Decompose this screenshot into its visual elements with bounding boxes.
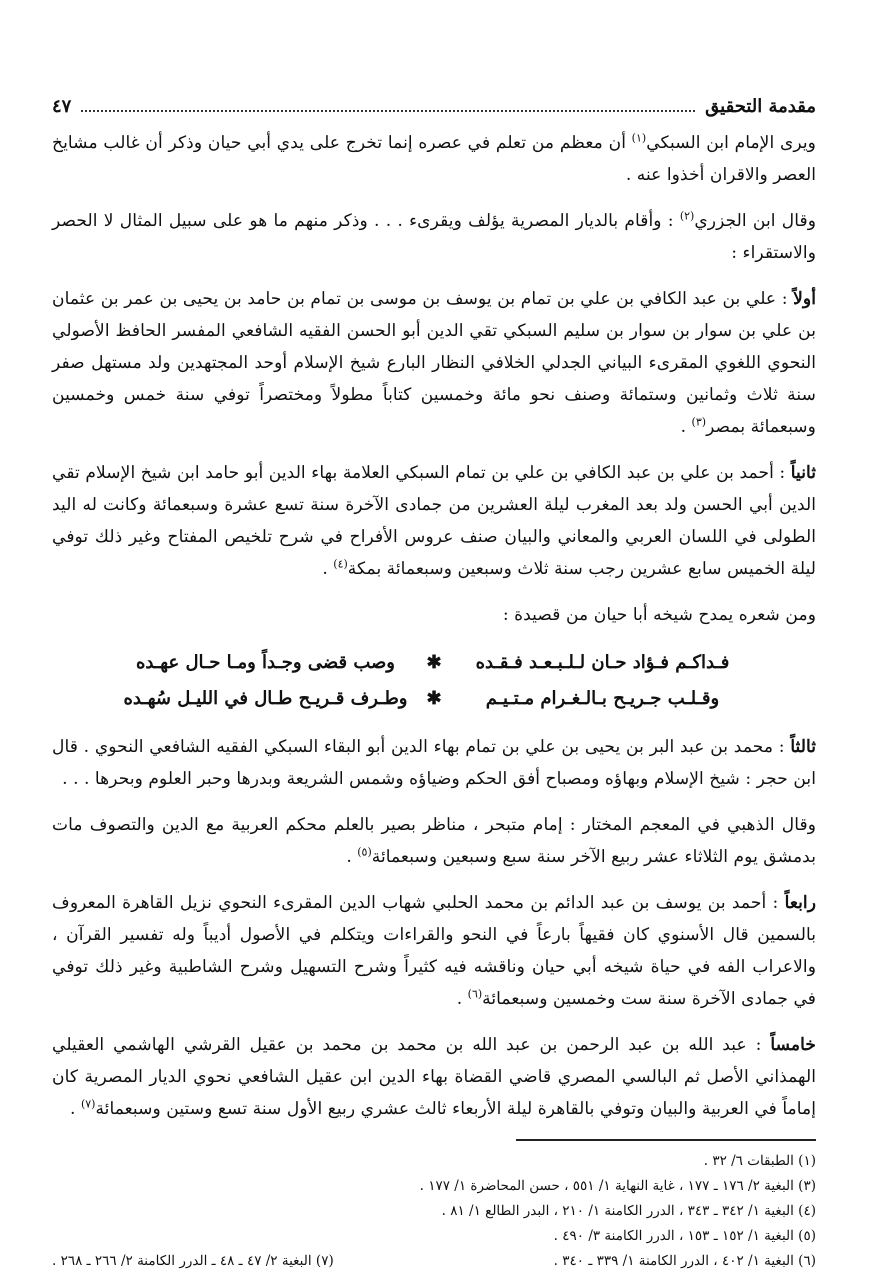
paragraph-3: أولاً : علي بن عبد الكافي بن علي بن تمام بن يوسف بن موسى بن تمام بن حامد بن يحيى بن عمر بن عثمان بن علي بن سوار بن سوار بن سليم السبكي تقي الدين أبو الحسن الفقيه الشافعي المفسر الحافظ الأصولي النحوي اللغوي المقرىء البياني الجدلي الخلافي النظار البارع شيخ الإسلام أوحد المجتهدين ولد مستهل صفر سنة ثلاث وثمانين وستمائة وصنف نحو مائة وخمسين كتاباً مطولاً ومختصراً توفي سنة خمس وخمسين وسبعمائة بمصر$^{(٣)}$ . [52,289,816,437]
verse-first-hemistich: فـداكـم فـؤاد حـان لـلـبـعـد فـقـده [475,652,730,673]
paragraph-8: رابعاً : أحمد بن يوسف بن عبد الدائم بن محمد الحلبي شهاب الدين المقرىء النحوي نزيل القاهرة المعروف بالسمين قال الأسنوي كان فقيهاً بارعاً في النحو والقراءات ويتكلم في الأصول أديباً وله تفسير القرآن ، والاعراب الفه في حياة شيخه أبي حيان وناقشه فيه كثيراً وشرح التسهيل وشرح الشاطبية وغير ذلك توفي في جمادى الآخرة سنة ست وخمسين وسبعمائة$^{(٦)}$ . [52,893,816,1009]
footnote-item: (١) الطبقات ٦/ ٣٢ . [703,1153,816,1169]
paragraph-6: ثالثاً : محمد بن عبد البر بن يحيى بن علي بن تمام بهاء الدين أبو البقاء السبكي الفقيه الشافعي النحوي . قال ابن حجر : شيخ الإسلام وبهاؤه ومصباح أفق الحكم وضياؤه وشمس الشريعة وبدرها وحبر العلوم وبحرها . . . [52,737,816,789]
poem-verses [112,645,756,717]
paragraph-2: وقال ابن الجزري$^{(٢)}$ : وأقام بالديار المصرية يؤلف ويقرىء . . . وذكر منهم ما هو على سبيل المثال لا الحصر والاستقراء : [52,209,817,263]
star-separator-icon: ✱ [426,652,442,673]
footnote-item: (٧) البغية ٢/ ٤٧ ـ ٤٨ ـ الدرر الكامنة ٢/ ٢٦٦ ـ ٢٦٨ . [52,1253,334,1269]
footnote-item: (٤) البغية ١/ ٣٤٢ ـ ٣٤٣ ، الدرر الكامنة ١/ ٢١٠ ، البدر الطالع ١/ ٨١ . [441,1203,816,1219]
paragraph-7: وقال الذهبي في المعجم المختار : إمام متبحر ، مناظر بصير بالعلم محكم العربية مع الدين والتصوف مات بدمشق يوم الثلاثاء عشر ربيع الآخر سنة سبع وسبعين وسبعمائة$^{(٥)}$ . [52,815,816,867]
footnotes [52,1149,816,1274]
page-header [52,96,816,117]
footnote-ref: (٣) [691,415,707,429]
paragraph-5: ومن شعره يمدح شيخه أبا حيان من قصيدة : [502,605,816,625]
verse-first-hemistich: وقـلـب جـريـح بـالـغـرام مـتـيـم [485,688,720,709]
leader-dots [81,110,695,112]
paragraph-1: ويرى الإمام ابن السبكي$^{(١)}$ أن معظم من تعلم في عصره إنما تخرج على يدي أبي حيان وذكر أن غالب مشايخ العصر والاقران أخذوا عنه . [52,131,816,185]
footnote-ref: (٥) [357,845,372,859]
star-separator-icon: ✱ [426,688,442,709]
footnote-last-row [52,1249,816,1274]
verse-second-hemistich: وطـرف قـريـح طـال في الليـل سُهـده [123,688,408,709]
footnote-item: (٣) البغية ٢/ ١٧٦ ـ ١٧٧ ، غاية النهاية ١/ ٥٥١ ، حسن المحاضرة ١/ ١٧٧ . [419,1178,816,1194]
verse-1 [112,645,756,681]
verse-2 [112,681,756,717]
body-text-bottom [52,731,816,1125]
body-text-top [52,127,816,631]
footnote-ref: (٢) [679,209,695,223]
running-title: مقدمة التحقيق [705,96,816,117]
footnote-ref: (٧) [80,1097,96,1111]
footnote-item: (٦) البغية ١/ ٤٠٢ ، الدرر الكامنة ١/ ٣٣٩ ـ ٣٤٠ . [553,1253,816,1269]
footnote-ref: (٦) [467,987,483,1001]
page-number: ٤٧ [52,96,72,117]
footnote-divider [516,1139,816,1141]
footnote-ref: (١) [631,131,647,145]
paragraph-4: ثانياً : أحمد بن علي بن عبد الكافي بن علي بن تمام السبكي العلامة بهاء الدين أبو حامد ابن شيخ الإسلام تقي الدين أبي الحسن ولد بعد المغرب ليلة العشرين من جمادى الآخرة سنة تسع عشرة وسبعمائة وكانت له اليد الطولى في اللسان العربي والمعاني والبيان صنف عروس الأفراح في شرح تلخيص المفتاح وغير ذلك توفي ليلة الخميس سابع عشرين رجب سنة ثلاث وسبعين وسبعمائة بمكة$^{(٤)}$ . [52,463,816,579]
footnote-item: (٥) البغية ١/ ١٥٢ ـ ١٥٣ ، الدرر الكامنة ٣/ ٤٩٠ . [553,1228,816,1244]
footnote-ref: (٤) [333,557,348,571]
paragraph-9: خامساً : عبد الله بن عبد الرحمن بن عبد الله بن محمد بن محمد بن عقيل القرشي الهاشمي العقيلي الهمذاني الأصل ثم البالسي المصري قاضي القضاة بهاء الدين ابن عقيل الشافعي نحوي الديار المصرية كان إماماً في العربية والبيان وتوفي بالقاهرة ليلة الأربعاء ثالث عشري ربيع الأول سنة تسع وستين وسبعمائة$^{(٧)}$ . [52,1035,816,1119]
verse-second-hemistich: وصب قضى وجـداً ومـا حـال عهـده [136,652,395,673]
